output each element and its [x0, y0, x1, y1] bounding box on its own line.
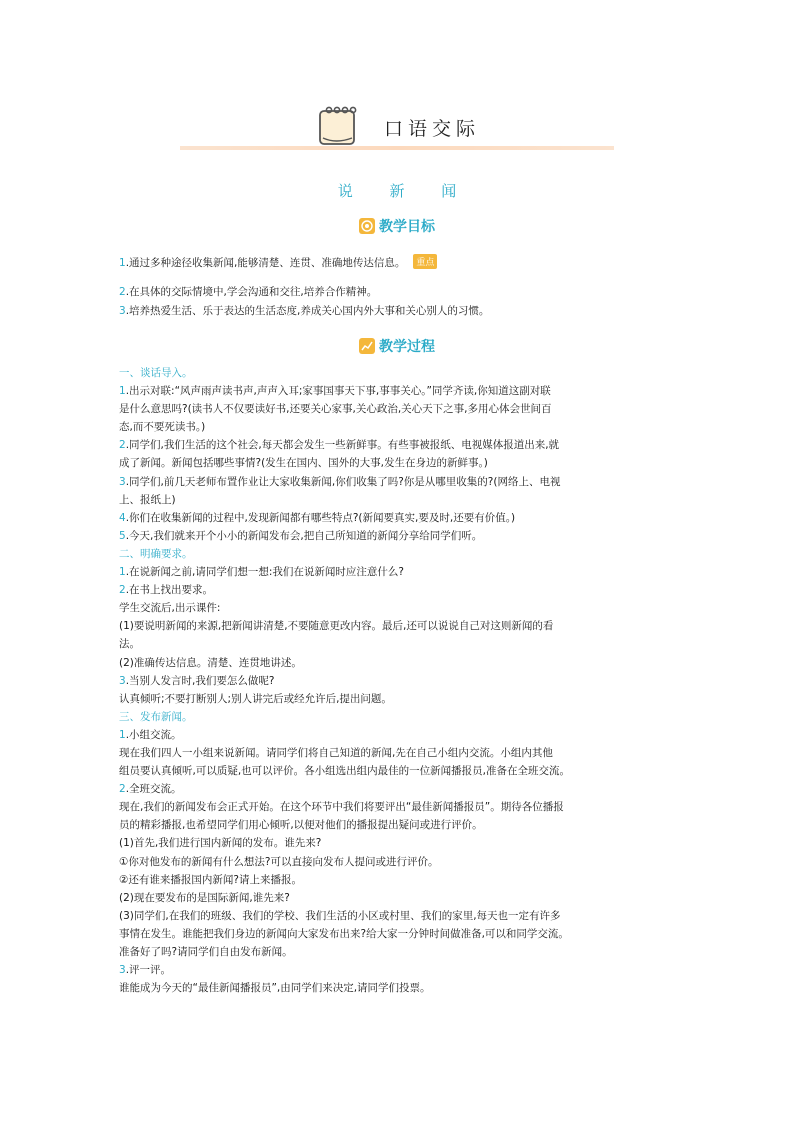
lesson-title: 说 新 闻	[337, 182, 473, 200]
paragraph-text: .小组交流。	[125, 728, 182, 741]
paragraph-line: 学生交流后,出示课件:	[119, 602, 221, 615]
numbered-paragraph	[119, 527, 685, 545]
goal-text: .在具体的交际情境中,学会沟通和交往,培养合作精神。	[125, 286, 378, 298]
paragraph-number: 3	[119, 475, 126, 488]
paragraph-number: 2	[119, 783, 126, 796]
numbered-paragraph	[119, 581, 685, 599]
target-icon	[359, 218, 375, 234]
chart-line-icon	[359, 338, 375, 354]
numbered-paragraph	[119, 726, 685, 744]
paragraph-text: .在书上找出要求。	[125, 584, 214, 597]
numbered-paragraph	[119, 436, 685, 454]
goal-number: 3	[119, 305, 126, 317]
goal-item	[119, 303, 489, 318]
banner-underline	[180, 146, 614, 150]
paragraph-text: .同学们,前几天老师布置作业让大家收集新闻,你们收集了吗?你是从哪里收集的?(网络上、电视	[125, 475, 561, 488]
paragraph-line: 现在,我们的新闻发布会正式开始。在这个环节中我们将要评出“最佳新闻播报员”。期待各位播报	[119, 801, 564, 814]
paragraph-text: .今天,我们就来开个小小的新闻发布会,把自己所知道的新闻分享给同学们听。	[125, 529, 483, 542]
goal-text: .通过多种途径收集新闻,能够清楚、连贯、准确地传达信息。	[125, 257, 406, 269]
goals-heading-text: 教学目标	[379, 219, 435, 235]
process-section-heading: 一、谈话导入。	[119, 367, 193, 379]
paragraph-line: (1)要说明新闻的来源,把新闻讲清楚,不要随意更改内容。最后,还可以说说自己对这则新闻的看	[119, 620, 554, 633]
notebook-icon	[314, 102, 362, 150]
numbered-paragraph	[119, 563, 685, 581]
process-heading	[0, 336, 794, 356]
paragraph-text: .全班交流。	[125, 783, 182, 796]
paragraph-text: .你们在收集新闻的过程中,发现新闻都有哪些特点?(新闻要真实,要及时,还要有价值。)	[125, 511, 516, 524]
paragraph-text: .评一评。	[125, 964, 172, 977]
paragraph-line: 认真倾听;不要打断别人;别人讲完后或经允许后,提出问题。	[119, 692, 392, 705]
paragraph-text: .出示对联:“风声雨声读书声,声声入耳;家事国事天下事,事事关心。”同学齐读,你知道这副对联	[125, 385, 551, 398]
paragraph-line: ②还有谁来播报国内新闻?请上来播报。	[119, 873, 302, 886]
paragraph-line: 谁能成为今天的“最佳新闻播报员”,由同学们来决定,请同学们投票。	[119, 982, 431, 995]
paragraph-number: 4	[119, 511, 126, 524]
goal-text: .培养热爱生活、乐于表达的生活态度,养成关心国内外大事和关心别人的习惯。	[125, 305, 490, 317]
paragraph-text: .同学们,我们生活的这个社会,每天都会发生一些新鲜事。有些事被报纸、电视媒体报道出来,就	[125, 439, 560, 452]
section-banner	[180, 98, 614, 154]
goal-item	[119, 254, 437, 270]
paragraph-number: 2	[119, 439, 126, 452]
paragraph-line: (2)准确传达信息。清楚、连贯地讲述。	[119, 656, 302, 669]
process-section-heading: 三、发布新闻。	[119, 710, 193, 723]
paragraph-line: 是什么意思吗?(读书人不仅要读好书,还要关心家事,关心政治,关心天下之事,多用心体会世间百	[119, 403, 552, 416]
numbered-paragraph	[119, 473, 685, 491]
paragraph-line: 态,而不要死读书。)	[119, 421, 206, 434]
paragraph-line: 法。	[119, 638, 140, 651]
numbered-paragraph	[119, 672, 685, 690]
paragraph-text: .在说新闻之前,请同学们想一想:我们在说新闻时应注意什么?	[125, 566, 404, 579]
goal-item	[119, 284, 377, 299]
goal-number: 1	[119, 257, 126, 269]
process-body	[119, 364, 685, 997]
paragraph-text: .当别人发言时,我们要怎么做呢?	[125, 674, 275, 687]
paragraph-number: 5	[119, 529, 126, 542]
paragraph-number: 3	[119, 964, 126, 977]
paragraph-number: 2	[119, 584, 126, 597]
paragraph-line: 准备好了吗?请同学们自由发布新闻。	[119, 946, 293, 958]
paragraph-line: 组员要认真倾听,可以质疑,也可以评价。各小组选出组内最佳的一位新闻播报员,准备在全班交流。	[119, 765, 571, 778]
numbered-paragraph	[119, 961, 685, 979]
paragraph-number: 1	[119, 385, 126, 398]
paragraph-line: (3)同学们,在我们的班级、我们的学校、我们生活的小区或村里、我们的家里,每天也一定有许多	[119, 909, 561, 922]
goal-number: 2	[119, 286, 126, 298]
paragraph-line: (2)现在要发布的是国际新闻,谁先来?	[119, 891, 290, 904]
key-point-tag: 重点	[413, 254, 437, 269]
paragraph-number: 1	[119, 566, 126, 579]
paragraph-line: 现在我们四人一小组来说新闻。请同学们将自己知道的新闻,先在自己小组内交流。小组内其他	[119, 746, 553, 759]
goals-heading	[0, 216, 794, 236]
paragraph-line: (1)首先,我们进行国内新闻的发布。谁先来?	[119, 837, 322, 850]
numbered-paragraph	[119, 382, 685, 400]
numbered-paragraph	[119, 509, 685, 527]
process-section-heading: 二、明确要求。	[119, 547, 193, 560]
paragraph-line: 员的精彩播报,也希望同学们用心倾听,以便对他们的播报提出疑问或进行评价。	[119, 819, 483, 832]
paragraph-line: 上、报纸上)	[119, 493, 176, 506]
numbered-paragraph	[119, 780, 685, 798]
paragraph-number: 3	[119, 674, 126, 687]
paragraph-number: 1	[119, 728, 126, 741]
paragraph-line: 成了新闻。新闻包括哪些事情?(发生在国内、国外的大事,发生在身边的新鲜事。)	[119, 457, 488, 470]
process-heading-text: 教学过程	[379, 339, 435, 355]
paragraph-line: 事情在发生。谁能把我们身边的新闻向大家发布出来?给大家一分钟时间做准备,可以和同学交流。	[119, 927, 569, 940]
banner-title: 口语交际	[384, 118, 481, 140]
paragraph-line: ①你对他发布的新闻有什么想法?可以直接向发布人提问或进行评价。	[119, 855, 439, 868]
